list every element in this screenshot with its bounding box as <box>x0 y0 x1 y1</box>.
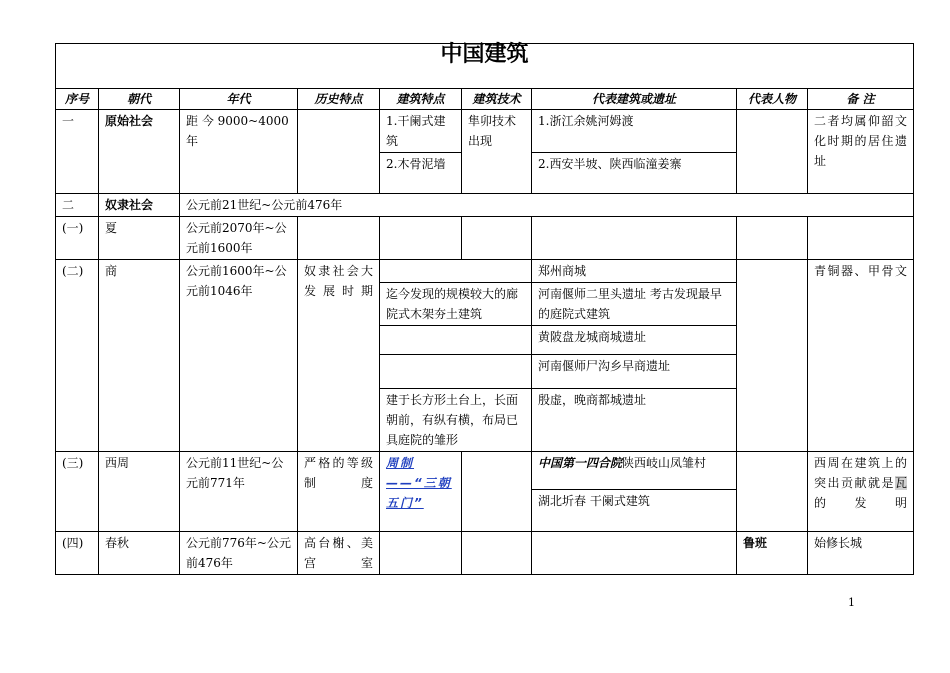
cell-seq: 一 <box>56 110 99 194</box>
cell-dynasty: 夏 <box>99 217 180 260</box>
cell-site: 黄陂盘龙城商城遗址 <box>532 326 737 355</box>
cell-site: 河南偃师二里头遗址 考古发现最早的庭院式建筑 <box>532 283 737 326</box>
cell-note <box>808 452 914 532</box>
header-era: 年代 <box>180 89 298 110</box>
cell-feature <box>380 326 532 355</box>
cell-feature: 2.木骨泥墙 <box>380 153 462 194</box>
table-row <box>56 194 914 217</box>
cell-history: 严格的等级制度 <box>298 452 380 532</box>
cell-site: 2.西安半坡、陕西临潼姜寨 <box>532 153 737 194</box>
architecture-table <box>55 43 914 575</box>
cell-tech <box>462 532 532 575</box>
cell-seq: (二) <box>56 260 99 452</box>
cell-feature <box>380 532 462 575</box>
cell-seq: (一) <box>56 217 99 260</box>
cell-history: 高台榭、美宫室 <box>298 532 380 575</box>
cell-dynasty: 原始社会 <box>99 110 180 194</box>
cell-note: 始修长城 <box>808 532 914 575</box>
cell-tech <box>462 452 532 532</box>
cell-history: 奴隶社会大发展时期 <box>298 260 380 452</box>
cell-person <box>737 110 808 194</box>
cell-site <box>532 532 737 575</box>
cell-site: 郑州商城 <box>532 260 737 283</box>
header-seq: 序号 <box>56 89 99 110</box>
table-row <box>56 260 914 283</box>
cell-dynasty: 春秋 <box>99 532 180 575</box>
cell-feature: 迄今发现的规模较大的廊院式木架夯土建筑 <box>380 283 532 326</box>
cell-dynasty: 西周 <box>99 452 180 532</box>
cell-seq: (四) <box>56 532 99 575</box>
note-highlight: 瓦 <box>894 476 907 490</box>
cell-era: 公元前11世纪~公元前771年 <box>180 452 298 532</box>
cell-site <box>532 217 737 260</box>
cell-history <box>298 110 380 194</box>
cell-feature <box>380 217 462 260</box>
table-row <box>56 217 914 260</box>
cell-feature: 1.干阑式建筑 <box>380 110 462 153</box>
note-text: 西周在建筑上的突出贡献就是 <box>814 456 907 490</box>
cell-person: 鲁班 <box>737 532 808 575</box>
site-text: 陕西岐山凤雏村 <box>622 456 707 470</box>
cell-site: 殷虚，晚商都城遗址 <box>532 389 737 452</box>
cell-feature: 建于长方形土台上，长面朝前，有纵有横，布局已具庭院的雏形 <box>380 389 532 452</box>
header-tech: 建筑技术 <box>462 89 532 110</box>
cell-tech: 隼卯技术出现 <box>462 110 532 194</box>
cell-feature <box>380 355 532 389</box>
header-row <box>56 89 914 110</box>
page-title: 中国建筑 <box>56 44 914 89</box>
header-dynasty: 朝代 <box>99 89 180 110</box>
cell-note <box>808 217 914 260</box>
cell-era: 距 今 9000~4000 年 <box>180 110 298 194</box>
zhou-system-link[interactable]: 周制——“三朝五门” <box>386 456 452 510</box>
cell-tech <box>462 217 532 260</box>
site-emphasis: 中国第一四合院 <box>538 456 623 470</box>
header-person: 代表人物 <box>737 89 808 110</box>
cell-person <box>737 217 808 260</box>
table-row <box>56 110 914 153</box>
header-history: 历史特点 <box>298 89 380 110</box>
table-row <box>56 452 914 490</box>
cell-site: 湖北圻春 干阑式建筑 <box>532 490 737 532</box>
cell-person <box>737 452 808 532</box>
cell-note: 二者均属仰韶文化时期的居住遗址 <box>808 110 914 194</box>
cell-seq: 二 <box>56 194 99 217</box>
cell-site <box>532 452 737 490</box>
cell-note: 青铜器、甲骨文 <box>808 260 914 452</box>
cell-history <box>298 217 380 260</box>
table-row <box>56 532 914 575</box>
cell-dynasty: 奴隶社会 <box>99 194 180 217</box>
page-number: 1 <box>848 596 855 609</box>
cell-site: 1.浙江余姚河姆渡 <box>532 110 737 153</box>
header-feature: 建筑特点 <box>380 89 462 110</box>
cell-era: 公元前21世纪~公元前476年 <box>180 194 914 217</box>
note-text: 的发明 <box>814 496 907 510</box>
header-note: 备 注 <box>808 89 914 110</box>
cell-era: 公元前1600年~公元前1046年 <box>180 260 298 452</box>
cell-feature <box>380 260 532 283</box>
cell-seq: (三) <box>56 452 99 532</box>
cell-site: 河南偃师尸沟乡早商遗址 <box>532 355 737 389</box>
cell-dynasty: 商 <box>99 260 180 452</box>
cell-era: 公元前2070年~公元前1600年 <box>180 217 298 260</box>
cell-era: 公元前776年~公元前476年 <box>180 532 298 575</box>
cell-person <box>737 260 808 452</box>
header-site: 代表建筑或遗址 <box>532 89 737 110</box>
cell-feature <box>380 452 462 532</box>
